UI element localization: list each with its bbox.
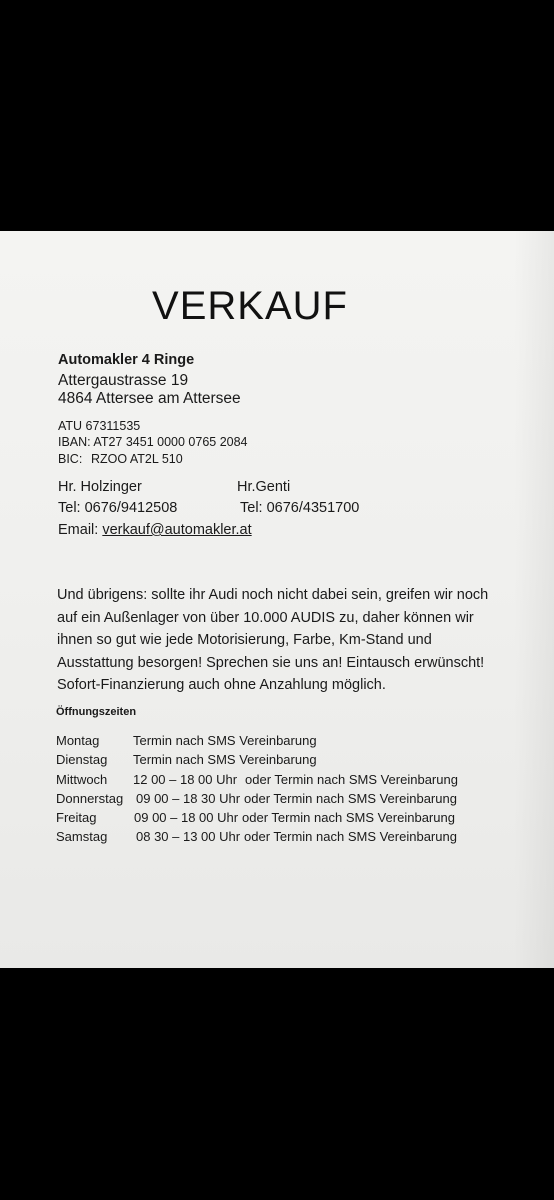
hours-row: [56, 733, 476, 749]
document-title: VERKAUF: [152, 284, 348, 328]
hours-day: Dienstag: [56, 752, 108, 767]
opening-hours-title: Öffnungszeiten: [56, 706, 137, 718]
tax-bic-value: RZOO AT2L 510: [91, 452, 183, 466]
hours-row: [56, 810, 476, 826]
contact-tel-genti: Tel: 0676/4351700: [240, 500, 360, 516]
contact-name-holzinger: Hr. Holzinger: [58, 479, 142, 495]
intro-line: Ausstattung besorgen! Sprechen sie uns an! Eintausch erwünscht!: [57, 654, 485, 671]
hours-time: 12 00 – 18 00 Uhr: [133, 772, 238, 787]
hours-day: Montag: [56, 733, 100, 748]
hours-day: Samstag: [56, 829, 108, 844]
hours-row: [56, 772, 476, 788]
email-link[interactable]: verkauf@automakler.at: [102, 522, 252, 538]
hours-time: 08 30 – 13 00 Uhr: [136, 829, 241, 844]
hours-note: oder Termin nach SMS Vereinbarung: [244, 791, 457, 806]
hours-row: [56, 752, 476, 768]
hours-note: Termin nach SMS Vereinbarung: [133, 752, 317, 767]
document-paper: [0, 231, 554, 968]
hours-note: oder Termin nach SMS Vereinbarung: [242, 810, 455, 825]
company-street: Attergaustrasse 19: [58, 372, 189, 389]
contact-tel-holzinger: Tel: 0676/9412508: [58, 500, 178, 516]
hours-time: 09 00 – 18 00 Uhr: [134, 810, 239, 825]
hours-day: Donnerstag: [56, 791, 124, 806]
company-name: Automakler 4 Ringe: [58, 352, 195, 368]
hours-note: oder Termin nach SMS Vereinbarung: [245, 772, 458, 787]
hours-note: Termin nach SMS Vereinbarung: [133, 733, 317, 748]
company-city: 4864 Attersee am Attersee: [58, 390, 241, 407]
tax-iban: IBAN: AT27 3451 0000 0765 2084: [58, 435, 248, 449]
contact-name-genti: Hr.Genti: [237, 479, 291, 495]
intro-paragraph: [57, 584, 507, 697]
email-row: [58, 522, 252, 538]
hours-note: oder Termin nach SMS Vereinbarung: [244, 829, 457, 844]
email-label: Email:: [58, 522, 99, 538]
intro-line: Und übrigens: sollte ihr Audi noch nicht dabei sein, greifen wir noch: [57, 587, 489, 603]
tax-bic-label: BIC:: [58, 452, 83, 466]
intro-line: Sofort-Finanzierung auch ohne Anzahlung möglich.: [57, 677, 386, 693]
tax-atu: ATU 67311535: [58, 419, 141, 433]
hours-time: 09 00 – 18 30 Uhr: [136, 791, 241, 806]
intro-line: ihnen so gut wie jede Motorisierung, Farbe, Km-Stand und: [57, 632, 432, 648]
hours-row: [56, 829, 476, 845]
hours-day: Mittwoch: [56, 772, 108, 787]
hours-day: Freitag: [56, 810, 97, 825]
intro-line: auf ein Außenlager von über 10.000 AUDIS zu, daher können wir: [57, 609, 474, 626]
hours-row: [56, 791, 476, 807]
